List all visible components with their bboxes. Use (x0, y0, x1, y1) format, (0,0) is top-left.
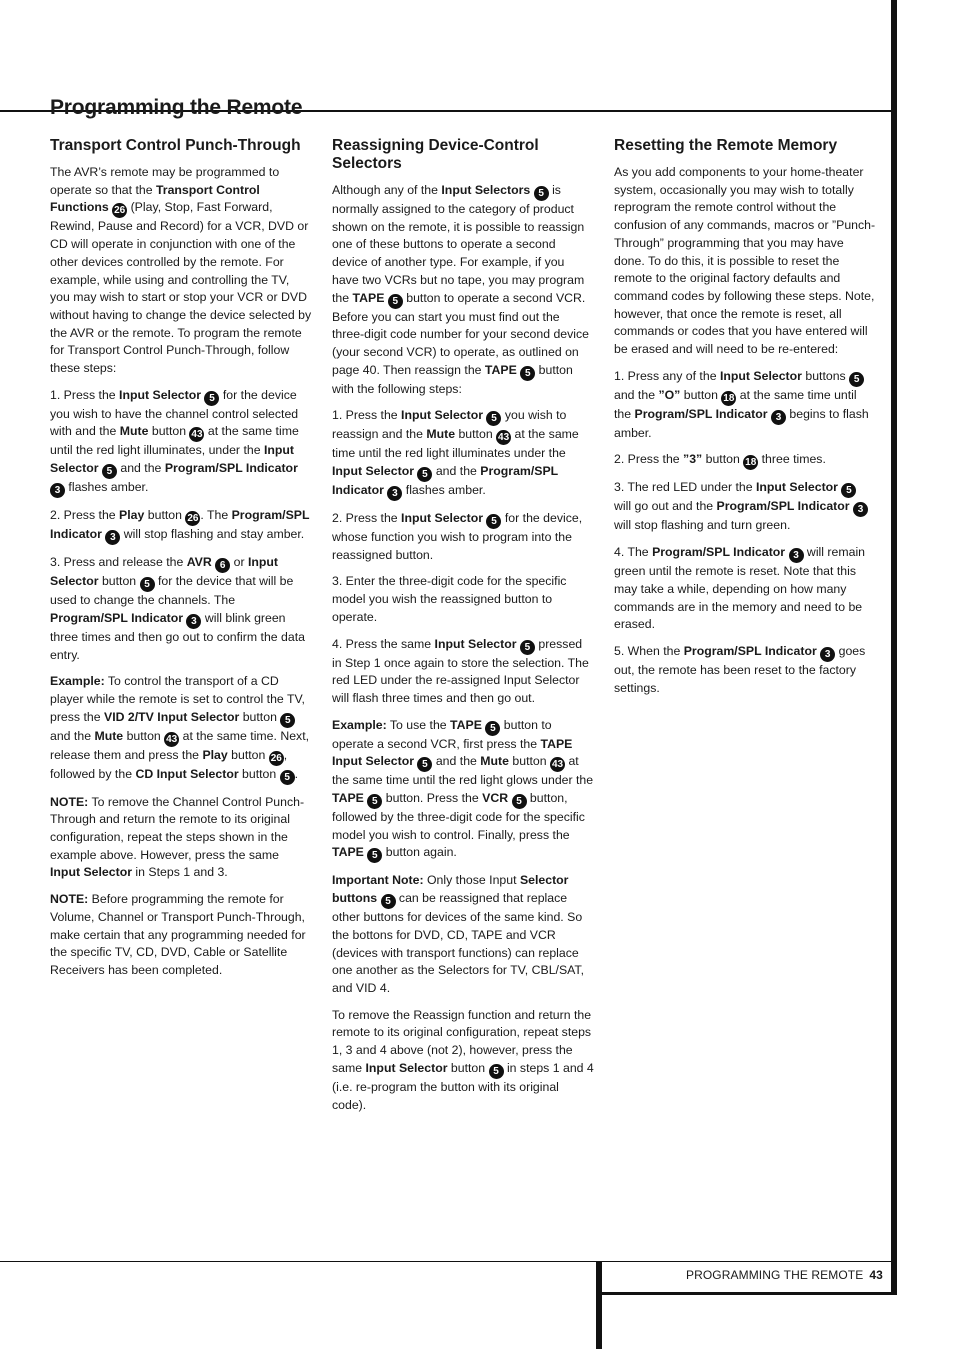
bold-term: ”O” (658, 387, 681, 402)
callout-number-badge: 5 (388, 294, 403, 309)
bold-term: Input Selector (365, 1060, 448, 1075)
right-vertical-rule (891, 0, 897, 1294)
bold-term: Input Selector (401, 408, 484, 423)
callout-number-badge: 5 (381, 894, 396, 909)
footer-top-rule (0, 1261, 897, 1262)
callout-number-badge: 3 (387, 486, 402, 501)
paragraph: The AVR’s remote may be programmed to operate so that the Transport Control Functions 26 (Play, Stop, Fast Forward, Rewind, Pause and Record) for a VCR, DVD or CD will operate in conjunction with one of the other devices controlled by the remote. For example, while using and controlling the TV, you may wish to start or stop your VCR or DVD without having to change the device selected by the AVR or the remote. To program the remote for Transport Control Punch-Through, follow these steps: (50, 165, 312, 376)
callout-number-badge: 5 (489, 1064, 504, 1079)
bold-term: Input Selector (50, 865, 132, 880)
callout-number-badge: 5 (280, 770, 295, 785)
example-paragraph: Example: To control the transport of a CD player while the remote is set to control the TV, press the VID 2/TV Input Selector button 5 and the Mute button 43 at the same time. Next, release them and press the Play button 26 , followed by the CD Input Selector button 5 . (50, 674, 310, 783)
callout-number-badge: 5 (486, 411, 501, 426)
step-1: 1. Press any of the Input Selector buttons 5 and the ”O” button 18 at the same time until the Program/SPL Indicator 3 begins to flash amber. (614, 368, 869, 440)
step-4: 4. The Program/SPL Indicator 3 will remain green until the remote is reset. Note that this may take a while, depending on how many commands are in the memory and need to be erased. (614, 545, 866, 632)
callout-number-badge: 18 (723, 392, 735, 404)
bold-term: VCR (482, 791, 509, 806)
callout-number-badge: 43 (551, 759, 564, 771)
step-4: 4. Press the same Input Selector 5 pressed in Step 1 once again to store the selection. The red LED under the re-assigned Input Selector will flash three times and then go out. (332, 636, 589, 705)
bold-term: Input Selector (119, 387, 202, 402)
note-paragraph: NOTE: To remove the Channel Control Punch-Through and return the remote to its original configuration, repeat the steps shown in the example above. However, press the same Input Selector in Steps 1 and 3. (50, 794, 305, 880)
callout-number-badge: 5 (485, 721, 500, 736)
callout-number-badge: 5 (280, 713, 295, 728)
callout-number-badge: 5 (486, 514, 501, 529)
bold-term: Input Selector (434, 636, 517, 651)
callout-number-badge: 5 (520, 640, 535, 655)
bold-term: Input Selectors (441, 183, 531, 197)
bold-term: TAPE (352, 290, 385, 305)
step-2: 2. Press the ”3” button 18 three times. (614, 452, 826, 469)
callout-number-badge: 5 (520, 366, 535, 381)
bold-term: Program/SPL Indicator (652, 545, 786, 560)
step-5: 5. When the Program/SPL Indicator 3 goes out, the remote has been reset to the factory settings. (614, 643, 866, 695)
callout-number-badge: 43 (166, 733, 178, 745)
bold-term: Selector buttons (332, 873, 569, 906)
step-2: 2. Press the Play button 26 . The Program/SPL Indicator 3 will stop flashing and stay amber. (50, 508, 310, 544)
callout-number-badge: 3 (105, 530, 120, 545)
callout-number-badge: 18 (745, 457, 757, 469)
callout-number-badge: 3 (771, 410, 786, 425)
bold-term: TAPE (332, 845, 364, 860)
bold-term: Input Selector (50, 443, 294, 476)
page-title: Programming the Remote (50, 96, 303, 120)
bold-term: Play (119, 508, 145, 523)
bold-term: CD Input Selector (135, 766, 239, 781)
callout-number-badge: 43 (498, 432, 510, 444)
important-note-paragraph: Important Note: Only those Input Selector buttons 5 can be reassigned that replace other buttons for devices of the same kind. So the bottons for DVD, CD, TAPE and VCR (devices with transport functions) can replace one another as the Selectors for TV, CBL/SAT, and VID 4. (332, 873, 585, 995)
callout-number-badge: 3 (50, 483, 65, 498)
callout-number-badge: 26 (270, 752, 282, 764)
bold-term: VID 2/TV Input Selector (104, 709, 240, 724)
callout-number-badge: 5 (841, 483, 856, 498)
bold-term: AVR (186, 555, 212, 570)
bold-term: Input Selector (755, 480, 838, 495)
callout-number-badge: 5 (849, 372, 864, 387)
bold-term: Input Selector (332, 464, 414, 479)
bold-term: Mute (119, 424, 149, 439)
bold-term: Example: (50, 674, 105, 689)
step-1: 1. Press the Input Selector 5 for the device you wish to have the channel control selected with and the Mute button 43 at the same time until the red light illuminates, under the Input Selector 5 and the Program/SPL Indicator 3 flashes amber. (50, 387, 299, 497)
paragraph: To remove the Reassign function and return the remote to its original configuration, repeat steps 1, 3 and 4 above (not 2), however, press the same Input Selector button 5 in steps 1 and 4 (i.e. re-program the button with its original code). (332, 1007, 594, 1112)
callout-number-badge: 5 (512, 794, 527, 809)
paragraph: As you add components to your home-theater system, occasionally you may wish to totally reprogram the remote control without the confusion of any commands, macros or ”Punch-Through” programming that you may have done. To do this, it is possible to reset the remote to the original factory defaults and command codes by following these steps. Note, however, that once the remote is reset, all commands or codes that you have entered will be erased and will need to be re-entered: (614, 165, 876, 357)
callout-number-badge: 3 (820, 647, 835, 662)
callout-number-badge: 5 (367, 848, 382, 863)
callout-number-badge: 5 (417, 467, 432, 482)
bold-term: Mute (94, 728, 124, 743)
callout-number-badge: 5 (534, 186, 549, 201)
callout-number-badge: 3 (789, 548, 804, 563)
callout-number-badge: 5 (417, 757, 432, 772)
bold-term: Program/SPL Indicator (683, 643, 817, 658)
step-1: 1. Press the Input Selector 5 you wish to reassign and the Mute button 43 at the same time until the red light illuminates under the Input Selector 5 and the Program/SPL Indicator 3 flashes amber. (332, 408, 579, 500)
section-heading: Transport Control Punch-Through (50, 137, 301, 154)
bold-term: Program/SPL Indicator (164, 461, 298, 476)
bold-term: NOTE: (50, 892, 89, 907)
bold-term: Program/SPL Indicator (50, 508, 310, 542)
callout-number-badge: 5 (102, 464, 117, 479)
bold-term: Mute (480, 754, 509, 769)
callout-number-badge: 3 (186, 614, 201, 629)
step-3: 3. Press and release the AVR 6 or Input Selector button 5 for the device that will be used to change the channels. The Program/SPL Indicator 3 will blink green three times and then go out to confirm the data entry. (50, 555, 305, 662)
footer-bottom-rule (596, 1292, 897, 1295)
bold-term: Mute (426, 427, 456, 442)
bold-term: Important Note: (332, 873, 424, 888)
callout-number-badge: 26 (187, 513, 199, 525)
section-heading: Reassigning Device-Control Selectors (332, 137, 539, 172)
bold-term: NOTE: (50, 794, 89, 809)
bold-term: Input Selector (719, 368, 802, 383)
callout-number-badge: 26 (114, 205, 126, 217)
footer-vertical-rule (596, 1262, 602, 1349)
callout-number-badge: 6 (215, 558, 230, 573)
callout-number-badge: 5 (367, 794, 382, 809)
example-paragraph: Example: To use the TAPE 5 button to operate a second VCR, first press the TAPE Input Selector 5 and the Mute button 43 at the same time until the red light glows under the TAPE 5 button. Press the VCR 5 button, followed by the three-digit code for the specific model you wish to control. Finally, press the TAPE 5 button again. (332, 717, 594, 862)
section-heading: Resetting the Remote Memory (614, 137, 838, 154)
column-transport-control (50, 137, 312, 989)
bold-term: ”3” (683, 452, 703, 467)
note-paragraph: NOTE: Before programming the remote for Volume, Channel or Transport Punch-Through, make certain that any programming needed for the specific TV, CD, DVD, Cable or Satellite Receivers has been completed. (50, 892, 306, 977)
page-footer (686, 1268, 883, 1282)
callout-number-badge: 3 (853, 502, 868, 517)
bold-term: TAPE (484, 362, 517, 377)
paragraph: Although any of the Input Selectors 5 is normally assigned to the category of product shown on the remote, it is possible to reassign one of these buttons to operate a second device of another type. For example, if you have two VCRs but no tape, you may program the TAPE 5 button to operate a second VCR. Before you can start you must find out the three-digit code number for your second device (your second VCR) to operate, as outlined on page 40. Then reassign the TAPE 5 button with the following steps: (332, 183, 590, 396)
bold-term: Program/SPL Indicator (634, 406, 768, 421)
bold-term: TAPE (332, 791, 364, 806)
bold-term: Play (202, 747, 228, 762)
bold-term: Transport Control Functions (50, 182, 260, 215)
bold-term: TAPE (450, 717, 482, 732)
bold-term: TAPE Input Selector (332, 736, 573, 769)
callout-number-badge: 5 (140, 577, 155, 592)
bold-term: Program/SPL Indicator (50, 610, 184, 625)
column-resetting-memory (614, 137, 876, 706)
step-2: 2. Press the Input Selector 5 for the device, whose function you wish to program into the reassigned button. (332, 511, 583, 562)
bold-term: Example: (332, 717, 387, 732)
column-reassigning-selectors (332, 137, 594, 1123)
bold-term: Program/SPL Indicator (716, 499, 850, 514)
step-3: 3. Enter the three-digit code for the specific model you wish the reassigned button to operate. (332, 574, 567, 624)
footer-section-label: PROGRAMMING THE REMOTE (686, 1268, 864, 1282)
callout-number-badge: 5 (204, 391, 219, 406)
bold-term: Input Selector (50, 555, 279, 589)
bold-term: Input Selector (401, 511, 484, 526)
step-3: 3. The red LED under the Input Selector 5 will go out and the Program/SPL Indicator 3 will stop flashing and turn green. (614, 479, 876, 535)
callout-number-badge: 43 (191, 429, 203, 441)
bold-term: Program/SPL Indicator (332, 464, 558, 498)
page-number: 43 (869, 1268, 883, 1282)
